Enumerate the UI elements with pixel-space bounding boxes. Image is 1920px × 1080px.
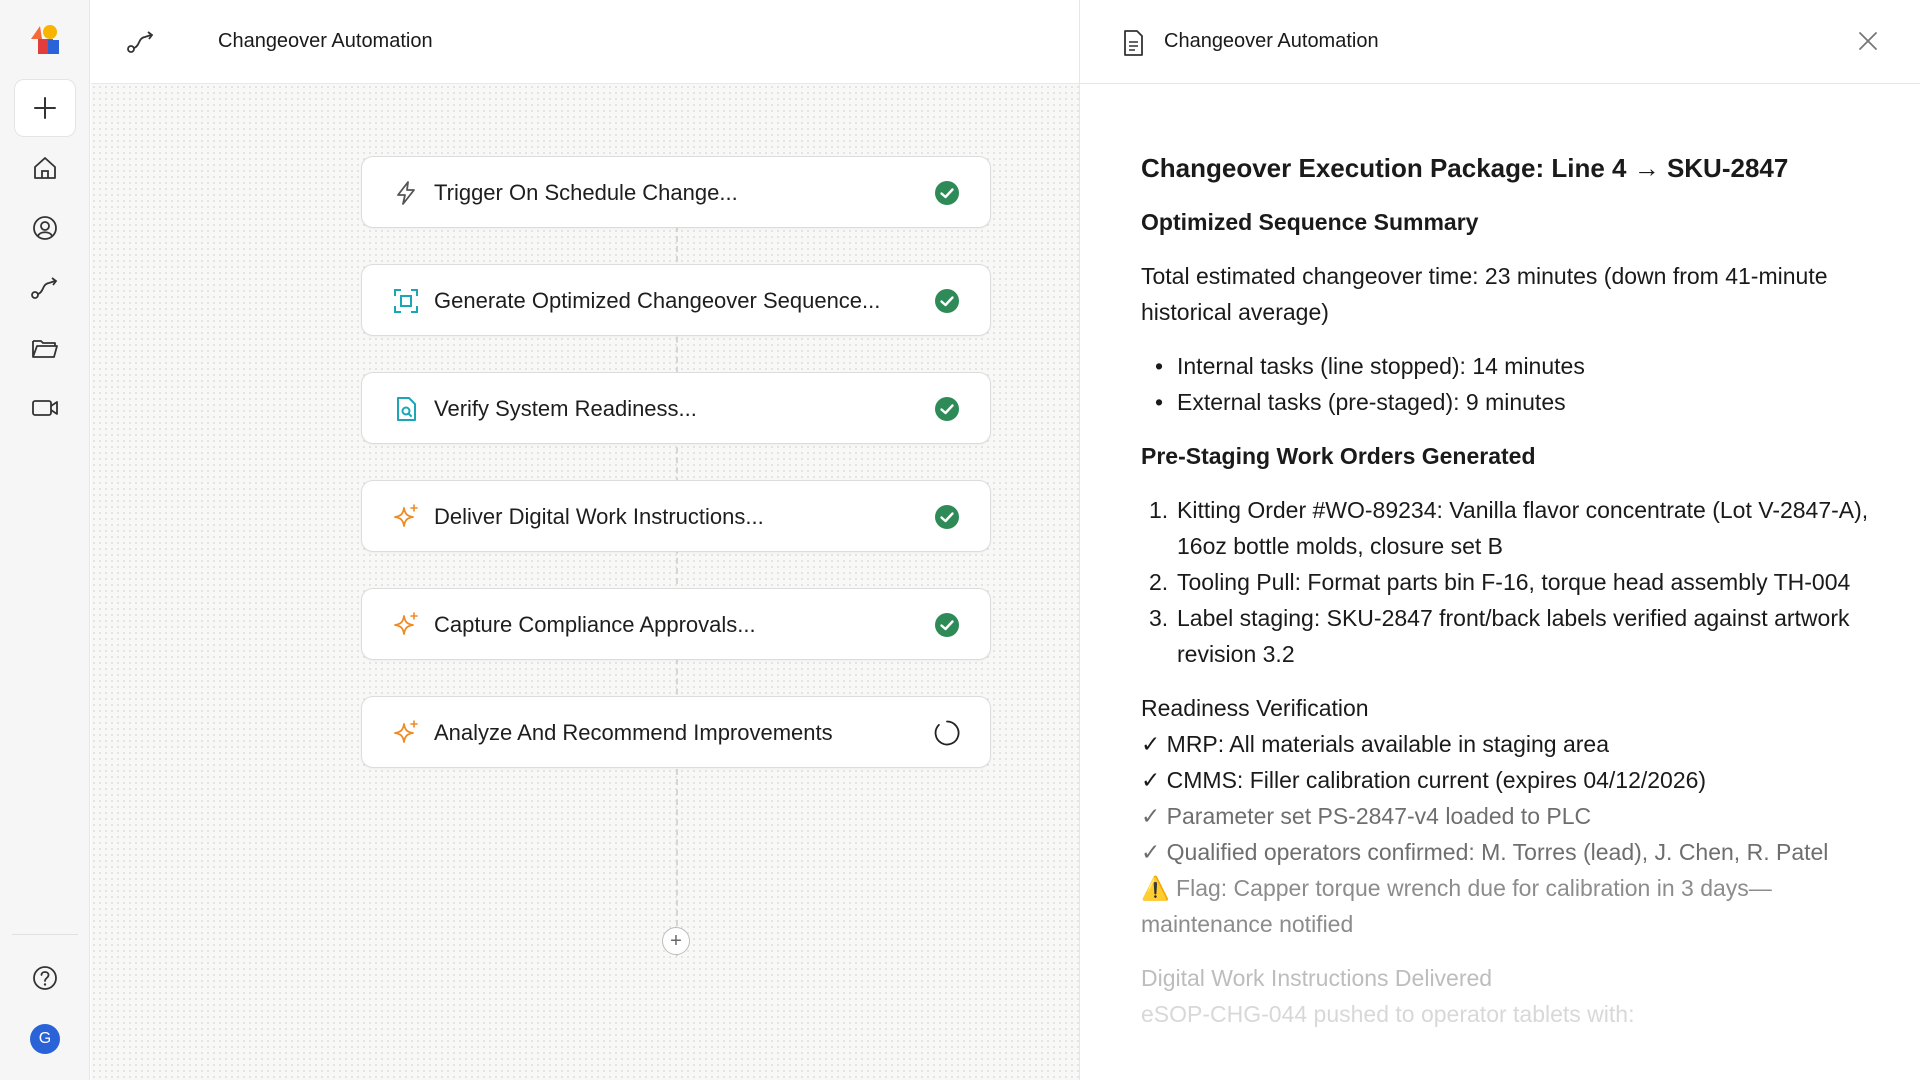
workflow-step-capture-approvals[interactable] (361, 588, 991, 660)
list-item (1149, 564, 1881, 600)
instructions-text: eSOP-CHG-044 pushed to operator tablets with: (1141, 1001, 1635, 1027)
close-icon[interactable] (1855, 28, 1881, 54)
summary-text: Total estimated changeover time: 23 minutes (down from 41-minute historical average) (1141, 263, 1828, 325)
step-label: Generate Optimized Changeover Sequence... (434, 288, 881, 313)
sparkle-icon (392, 503, 420, 531)
sidebar-item-workflows[interactable] (0, 263, 90, 313)
changeover-document (1141, 150, 1881, 1032)
list-number: 1. (1149, 497, 1169, 523)
plus-icon (32, 95, 58, 121)
readiness-check: ✓ Parameter set PS-2847-v4 loaded to PLC (1141, 803, 1592, 829)
output-panel (1079, 0, 1920, 1080)
sidebar-item-profile[interactable] (0, 203, 90, 253)
summary-heading: Optimized Sequence Summary (1141, 209, 1479, 235)
help-icon (31, 964, 59, 992)
sparkle-icon (392, 611, 420, 639)
workflow-step-generate-sequence[interactable] (361, 264, 991, 336)
list-item (1149, 492, 1881, 564)
warning-icon: ⚠️ (1141, 875, 1170, 901)
workflow-header (91, 0, 1079, 84)
readiness-check: ✓ Qualified operators confirmed: M. Torres (lead), J. Chen, R. Patel (1141, 839, 1829, 865)
sidebar-divider (12, 934, 78, 935)
workflow-step-analyze-improvements[interactable] (361, 696, 991, 768)
list-number: 2. (1149, 569, 1169, 595)
check-circle-icon (934, 288, 960, 314)
panel-header (1080, 0, 1920, 84)
list-item (1149, 600, 1881, 672)
lightning-icon (392, 179, 420, 207)
workflow-title: Changeover Automation (218, 30, 433, 52)
step-label: Trigger On Schedule Change... (434, 180, 738, 205)
panel-title: Changeover Automation (1164, 30, 1379, 52)
workorders-list (1141, 492, 1881, 672)
readiness-check: ✓ CMMS: Filler calibration current (expires 04/12/2026) (1141, 767, 1707, 793)
new-button[interactable] (14, 79, 76, 137)
list-text: Kitting Order #WO-89234: Vanilla flavor concentrate (Lot V-2847-A), 16oz bottle molds, closure set B (1177, 497, 1869, 559)
doc-heading: Changeover Execution Package: Line 4 → SKU-2847 (1141, 153, 1789, 183)
document-icon (1120, 28, 1146, 58)
readiness-flag (1141, 870, 1881, 942)
route-icon (30, 274, 60, 302)
workflow-step-verify-readiness[interactable] (361, 372, 991, 444)
user-circle-icon (31, 214, 59, 242)
sidebar-item-files[interactable] (0, 323, 90, 373)
list-item: • External tasks (pre-staged): 9 minutes (1177, 384, 1881, 420)
avatar[interactable]: G (30, 1024, 60, 1054)
step-label: Deliver Digital Work Instructions... (434, 504, 764, 529)
scan-icon (392, 287, 420, 315)
add-step-button[interactable]: + (662, 927, 690, 955)
check-circle-icon (934, 504, 960, 530)
readiness-heading: Readiness Verification (1141, 695, 1369, 721)
list-item: • Internal tasks (line stopped): 14 minutes (1177, 348, 1881, 384)
document-search-icon (392, 395, 420, 423)
loading-spinner-icon (934, 720, 960, 746)
sidebar-item-home[interactable] (0, 143, 90, 193)
flag-text: Flag: Capper torque wrench due for calibration in 3 days—maintenance notified (1141, 875, 1772, 937)
app-logo[interactable] (28, 22, 62, 56)
sparkle-icon (392, 719, 420, 747)
workorders-heading: Pre-Staging Work Orders Generated (1141, 443, 1536, 469)
home-icon (31, 154, 59, 182)
step-label: Capture Compliance Approvals... (434, 612, 756, 637)
workflow-canvas[interactable] (91, 84, 1079, 1080)
check-circle-icon (934, 612, 960, 638)
check-circle-icon (934, 396, 960, 422)
workflow-step-trigger[interactable] (361, 156, 991, 228)
summary-list (1141, 348, 1881, 420)
folder-icon (30, 334, 60, 362)
sidebar-item-recordings[interactable] (0, 383, 90, 433)
video-icon (30, 394, 60, 422)
sidebar (0, 0, 90, 1080)
list-text: Tooling Pull: Format parts bin F-16, torque head assembly TH-004 (1177, 569, 1851, 595)
step-label: Verify System Readiness... (434, 396, 697, 421)
readiness-check: ✓ MRP: All materials available in staging area (1141, 731, 1609, 757)
list-text: Label staging: SKU-2847 front/back labels verified against artwork revision 3.2 (1177, 605, 1850, 667)
route-icon (125, 28, 155, 58)
sidebar-item-help[interactable] (0, 953, 90, 1003)
check-circle-icon (934, 180, 960, 206)
instructions-heading: Digital Work Instructions Delivered (1141, 965, 1493, 991)
step-label: Analyze And Recommend Improvements (434, 720, 833, 745)
list-number: 3. (1149, 605, 1169, 631)
workflow-step-deliver-instructions[interactable] (361, 480, 991, 552)
